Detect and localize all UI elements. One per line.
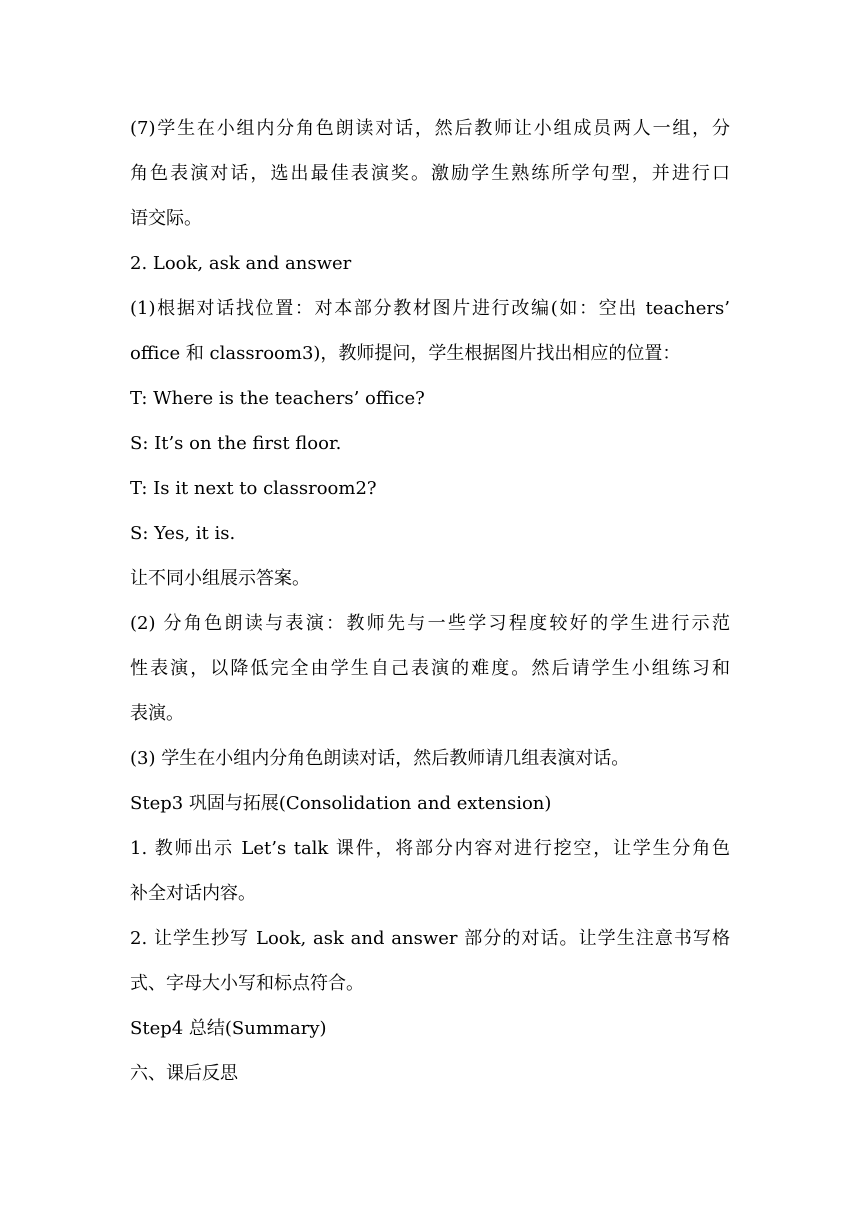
dialogue-line: T: Is it next to classroom2?: [130, 478, 377, 499]
section-heading: Step4 总结(Summary): [130, 1018, 327, 1039]
paragraph-line: 语交际。: [130, 208, 202, 229]
paragraph-line: (3) 学生在小组内分角色朗读对话，然后教师请几组表演对话。: [130, 748, 630, 769]
paragraph-line: 性表演，以降低完全由学生自己表演的难度。然后请学生小组练习和: [130, 658, 730, 679]
dialogue-line: S: Yes, it is.: [130, 523, 236, 544]
paragraph-line: 表演。: [130, 703, 184, 724]
dialogue-line: S: It’s on the first floor.: [130, 433, 342, 454]
paragraph-line: (7)学生在小组内分角色朗读对话，然后教师让小组成员两人一组，分: [130, 118, 730, 139]
section-heading: Step3 巩固与拓展(Consolidation and extension): [130, 793, 552, 814]
section-heading: 六、课后反思: [130, 1063, 238, 1084]
document-body: [130, 106, 730, 1096]
paragraph-line: (2) 分角色朗读与表演：教师先与一些学习程度较好的学生进行示范: [130, 613, 730, 634]
paragraph-line: office 和 classroom3)，教师提问，学生根据图片找出相应的位置：: [130, 343, 681, 364]
paragraph-line: 1. 教师出示 Let’s talk 课件，将部分内容对进行挖空，让学生分角色: [130, 838, 730, 859]
paragraph-line: 2. 让学生抄写 Look, ask and answer 部分的对话。让学生注意书写格: [130, 928, 730, 949]
section-heading: 2. Look, ask and answer: [130, 253, 352, 274]
paragraph-line: (1)根据对话找位置：对本部分教材图片进行改编(如：空出 teachers’: [130, 298, 730, 319]
dialogue-line: T: Where is the teachers’ office?: [130, 388, 425, 409]
paragraph-line: 式、字母大小写和标点符合。: [130, 973, 364, 994]
paragraph-line: 让不同小组展示答案。: [130, 568, 310, 589]
paragraph-line: 角色表演对话，选出最佳表演奖。激励学生熟练所学句型，并进行口: [130, 163, 730, 184]
paragraph-line: 补全对话内容。: [130, 883, 256, 904]
